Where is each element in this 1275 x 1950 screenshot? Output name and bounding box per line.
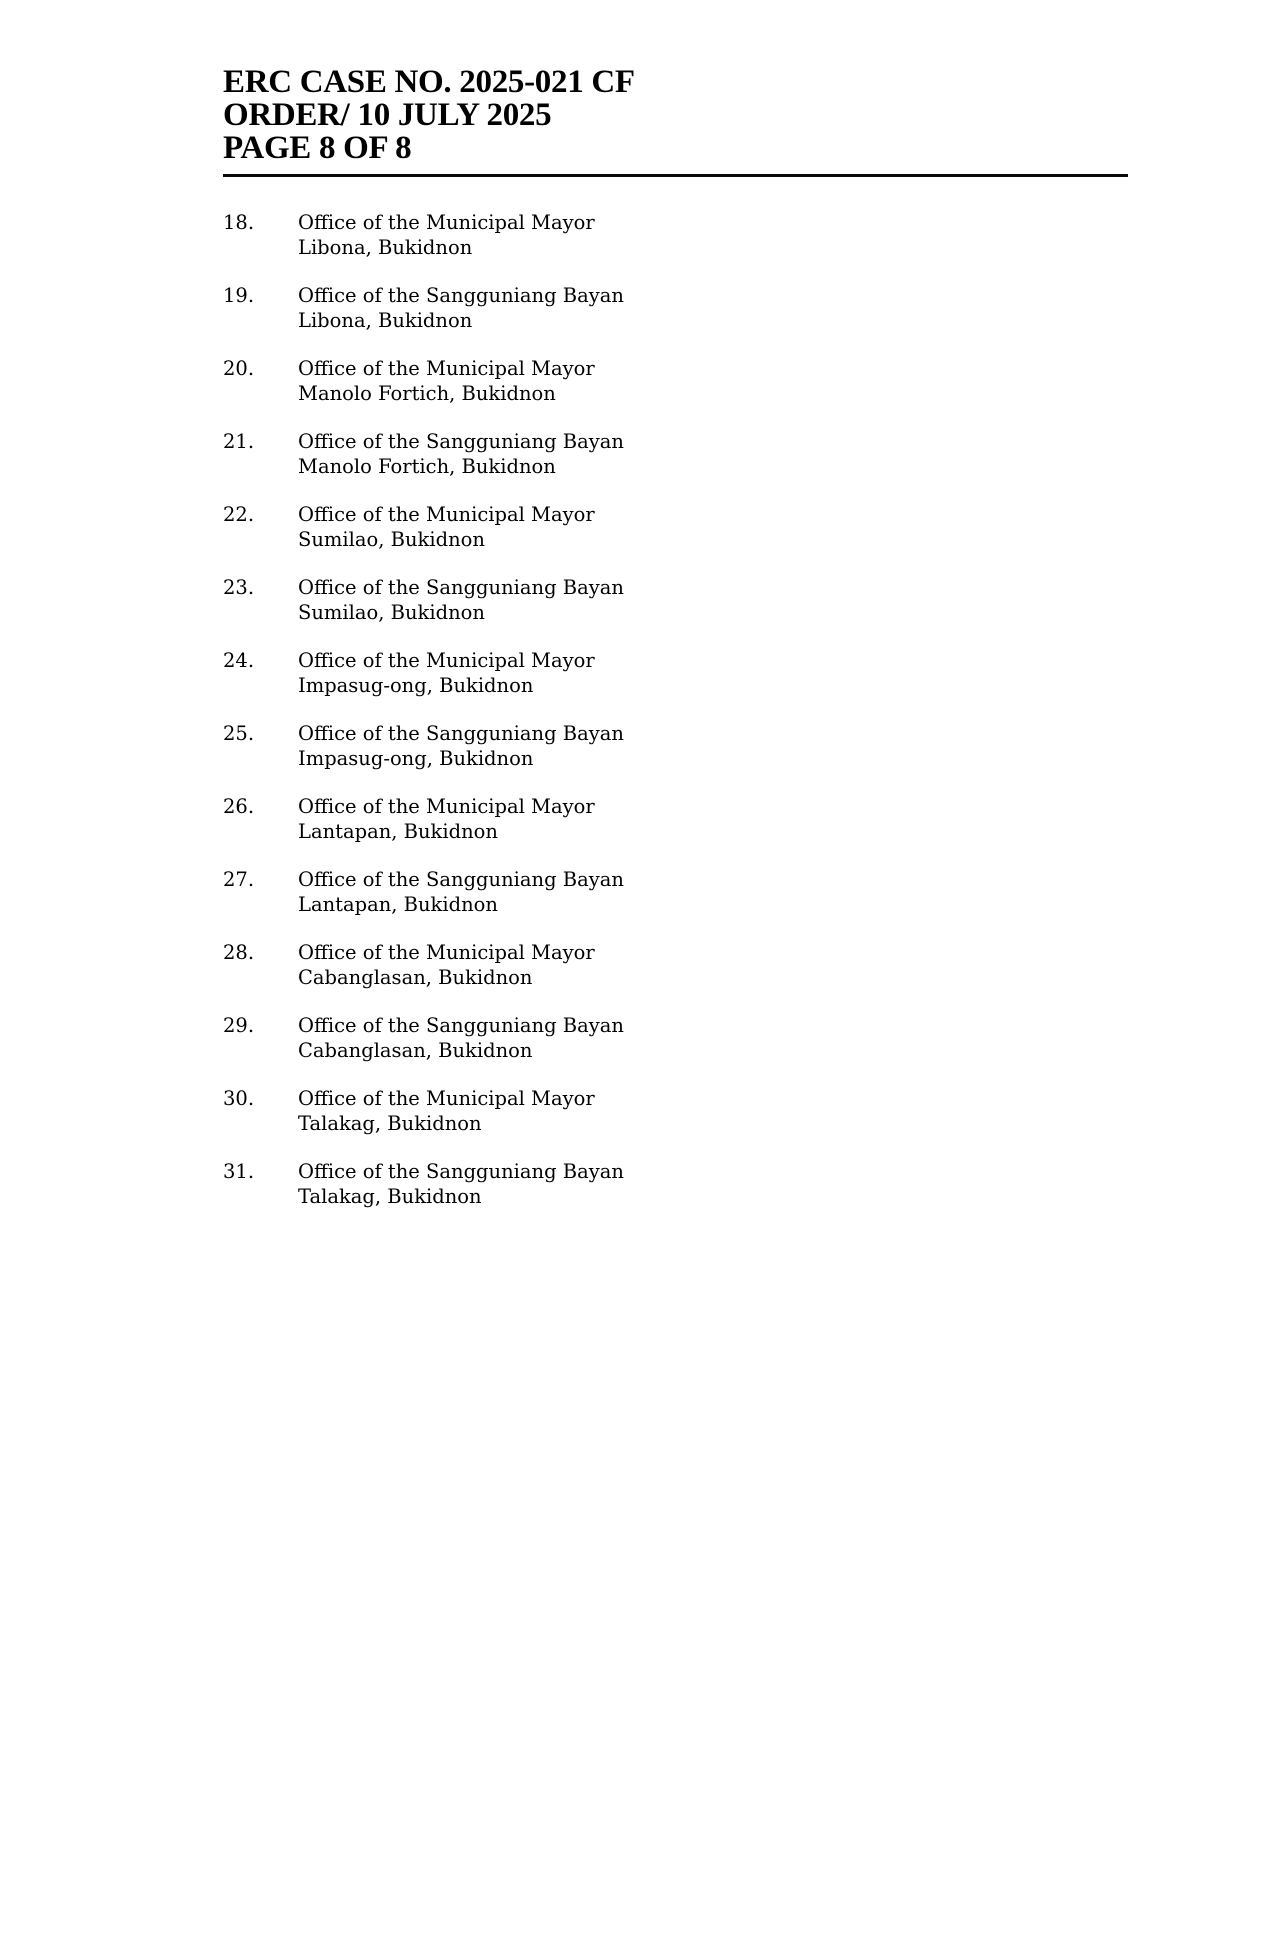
office-name: Office of the Sangguniang Bayan: [298, 430, 624, 453]
office-name: Office of the Sangguniang Bayan: [298, 722, 624, 745]
list-item: [223, 284, 1128, 333]
office-location: Talakag, Bukidnon: [298, 1111, 482, 1135]
item-number: 23.: [223, 576, 255, 599]
item-number: 25.: [223, 722, 255, 745]
list-item: [223, 1160, 1128, 1209]
list-item: [223, 795, 1128, 844]
office-location: Lantapan, Bukidnon: [298, 892, 498, 916]
office-name: Office of the Municipal Mayor: [298, 211, 595, 234]
office-name: Office of the Sangguniang Bayan: [298, 1014, 624, 1037]
item-number: 28.: [223, 941, 255, 964]
list-item: [223, 211, 1128, 260]
office-name: Office of the Municipal Mayor: [298, 1087, 595, 1110]
item-number: 19.: [223, 284, 255, 307]
list-item: [223, 649, 1128, 698]
item-text: [298, 649, 1128, 698]
item-number: 30.: [223, 1087, 255, 1110]
office-location: Impasug-ong, Bukidnon: [298, 746, 534, 770]
item-number: 18.: [223, 211, 255, 234]
office-name: Office of the Sangguniang Bayan: [298, 576, 624, 599]
list-item: [223, 503, 1128, 552]
office-name: Office of the Sangguniang Bayan: [298, 1160, 624, 1183]
header-rule: [223, 174, 1128, 177]
office-location: Talakag, Bukidnon: [298, 1184, 482, 1208]
item-number: 21.: [223, 430, 255, 453]
office-name: Office of the Municipal Mayor: [298, 357, 595, 380]
header-case-number: ERC CASE NO. 2025-021 CF: [223, 64, 635, 100]
office-name: Office of the Municipal Mayor: [298, 795, 595, 818]
header-order-date: ORDER/ 10 JULY 2025: [223, 97, 552, 133]
office-location: Impasug-ong, Bukidnon: [298, 673, 534, 697]
item-text: [298, 1087, 1128, 1136]
office-location: Sumilao, Bukidnon: [298, 527, 485, 551]
office-location: Cabanglasan, Bukidnon: [298, 965, 533, 989]
item-number: 20.: [223, 357, 255, 380]
header-page-number: PAGE 8 OF 8: [223, 130, 412, 166]
item-number: 24.: [223, 649, 255, 672]
office-name: Office of the Sangguniang Bayan: [298, 284, 624, 307]
office-location: Lantapan, Bukidnon: [298, 819, 498, 843]
office-location: Cabanglasan, Bukidnon: [298, 1038, 533, 1062]
office-location: Manolo Fortich, Bukidnon: [298, 454, 556, 478]
office-name: Office of the Municipal Mayor: [298, 503, 595, 526]
item-number: 31.: [223, 1160, 255, 1183]
item-text: [298, 503, 1128, 552]
office-location: Libona, Bukidnon: [298, 308, 473, 332]
item-number: 27.: [223, 868, 255, 891]
list-item: [223, 722, 1128, 771]
item-number: 26.: [223, 795, 255, 818]
item-text: [298, 284, 1128, 333]
item-text: [298, 576, 1128, 625]
list-item: [223, 1014, 1128, 1063]
item-text: [298, 211, 1128, 260]
item-text: [298, 941, 1128, 990]
item-text: [298, 1160, 1128, 1209]
list-item: [223, 430, 1128, 479]
list-item: [223, 941, 1128, 990]
office-location: Sumilao, Bukidnon: [298, 600, 485, 624]
item-number: 29.: [223, 1014, 255, 1037]
list-item: [223, 868, 1128, 917]
list-item: [223, 1087, 1128, 1136]
item-text: [298, 722, 1128, 771]
item-number: 22.: [223, 503, 255, 526]
office-location: Libona, Bukidnon: [298, 235, 473, 259]
distribution-list: [223, 211, 1128, 1233]
office-name: Office of the Sangguniang Bayan: [298, 868, 624, 891]
item-text: [298, 430, 1128, 479]
office-location: Manolo Fortich, Bukidnon: [298, 381, 556, 405]
list-item: [223, 576, 1128, 625]
office-name: Office of the Municipal Mayor: [298, 941, 595, 964]
list-item: [223, 357, 1128, 406]
item-text: [298, 357, 1128, 406]
item-text: [298, 868, 1128, 917]
page-header: [223, 66, 1128, 165]
item-text: [298, 1014, 1128, 1063]
office-name: Office of the Municipal Mayor: [298, 649, 595, 672]
item-text: [298, 795, 1128, 844]
